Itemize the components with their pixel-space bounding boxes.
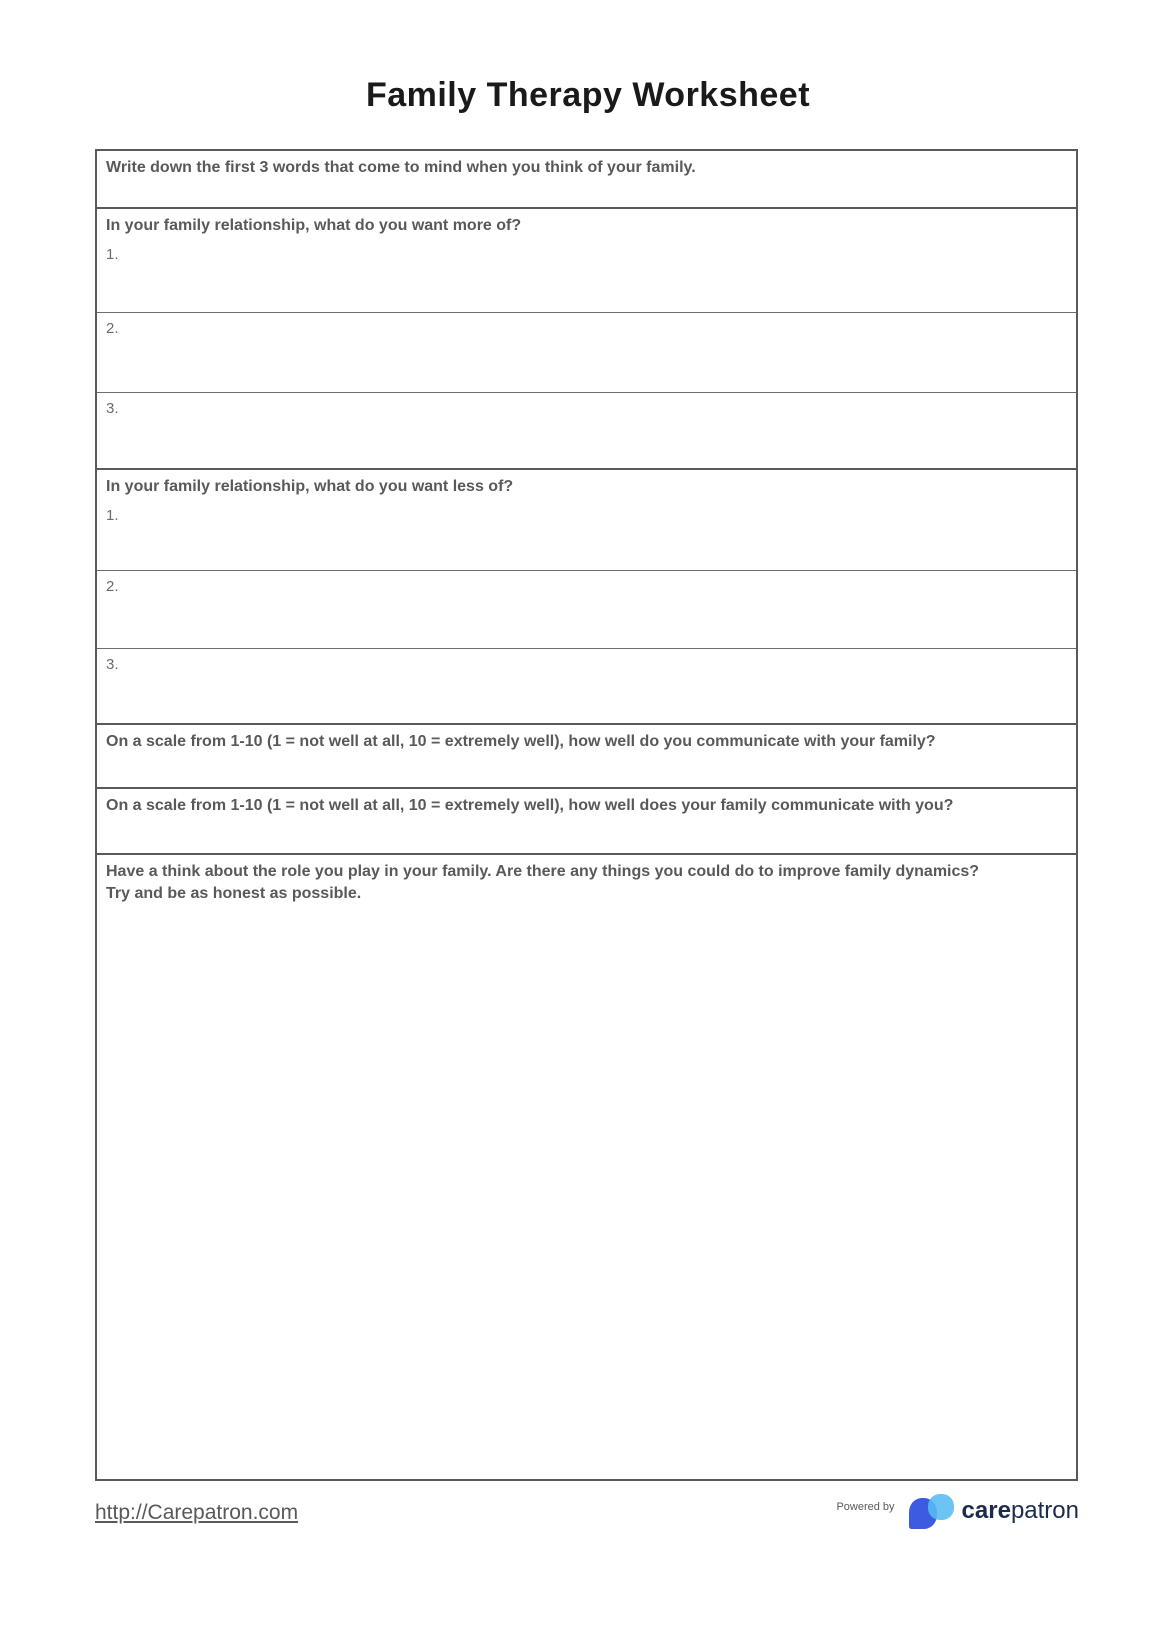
worksheet-table — [95, 149, 1078, 1481]
row-less-header-1 — [97, 468, 1076, 570]
item-number-less-3: 3. — [106, 656, 119, 673]
row-less-2 — [97, 570, 1076, 648]
answer-area-scale-family[interactable] — [97, 789, 1076, 853]
answer-area-three-words[interactable] — [97, 151, 1076, 207]
question-scale-family: On a scale from 1-10 (1 = not well at all, 10 = extremely well), how well does your family communicate with you? — [106, 797, 954, 814]
answer-area-more-2[interactable] — [97, 313, 1076, 392]
row-more-2 — [97, 312, 1076, 392]
powered-by-label: Powered by — [836, 1501, 895, 1513]
question-three-words: Write down the first 3 words that come to mind when you think of your family. — [106, 159, 696, 176]
row-more-3 — [97, 392, 1076, 468]
answer-area-less-2[interactable] — [97, 571, 1076, 648]
item-number-more-2: 2. — [106, 320, 119, 337]
question-reflection: Have a think about the role you play in your family. Are there any things you could do to improve family dynamics? Try and be as honest as possible. — [106, 863, 980, 902]
page-title: Family Therapy Worksheet — [365, 76, 811, 114]
answer-area-scale-you[interactable] — [97, 725, 1076, 787]
logo-bubble-right-icon — [928, 1494, 954, 1520]
question-want-more: In your family relationship, what do you want more of? — [106, 217, 522, 234]
brand-wordmark — [962, 1492, 1079, 1530]
answer-area-more-3[interactable] — [97, 393, 1076, 468]
brand-patron: patron — [1010, 1497, 1079, 1524]
item-number-more-3: 3. — [106, 400, 119, 417]
brand-care: care — [961, 1497, 1011, 1524]
answer-area-less-1[interactable] — [97, 470, 1076, 570]
answer-area-less-3[interactable] — [97, 649, 1076, 723]
row-scale-you — [97, 723, 1076, 787]
row-three-words — [97, 151, 1076, 207]
row-more-header-1 — [97, 207, 1076, 312]
carepatron-link[interactable]: http://Carepatron.com — [95, 1501, 299, 1524]
row-reflection — [97, 853, 1076, 1479]
row-scale-family — [97, 787, 1076, 853]
footer-brand — [836, 1492, 1079, 1530]
carepatron-logo-icon — [909, 1492, 955, 1530]
item-number-less-2: 2. — [106, 578, 119, 595]
answer-area-more-1[interactable] — [97, 209, 1076, 312]
item-number-more-1: 1. — [106, 246, 119, 263]
question-want-less: In your family relationship, what do you want less of? — [106, 478, 514, 495]
row-less-3 — [97, 648, 1076, 723]
item-number-less-1: 1. — [106, 507, 119, 524]
question-scale-you: On a scale from 1-10 (1 = not well at all, 10 = extremely well), how well do you communicate with your family? — [106, 733, 936, 750]
answer-area-reflection[interactable] — [97, 855, 1076, 1479]
